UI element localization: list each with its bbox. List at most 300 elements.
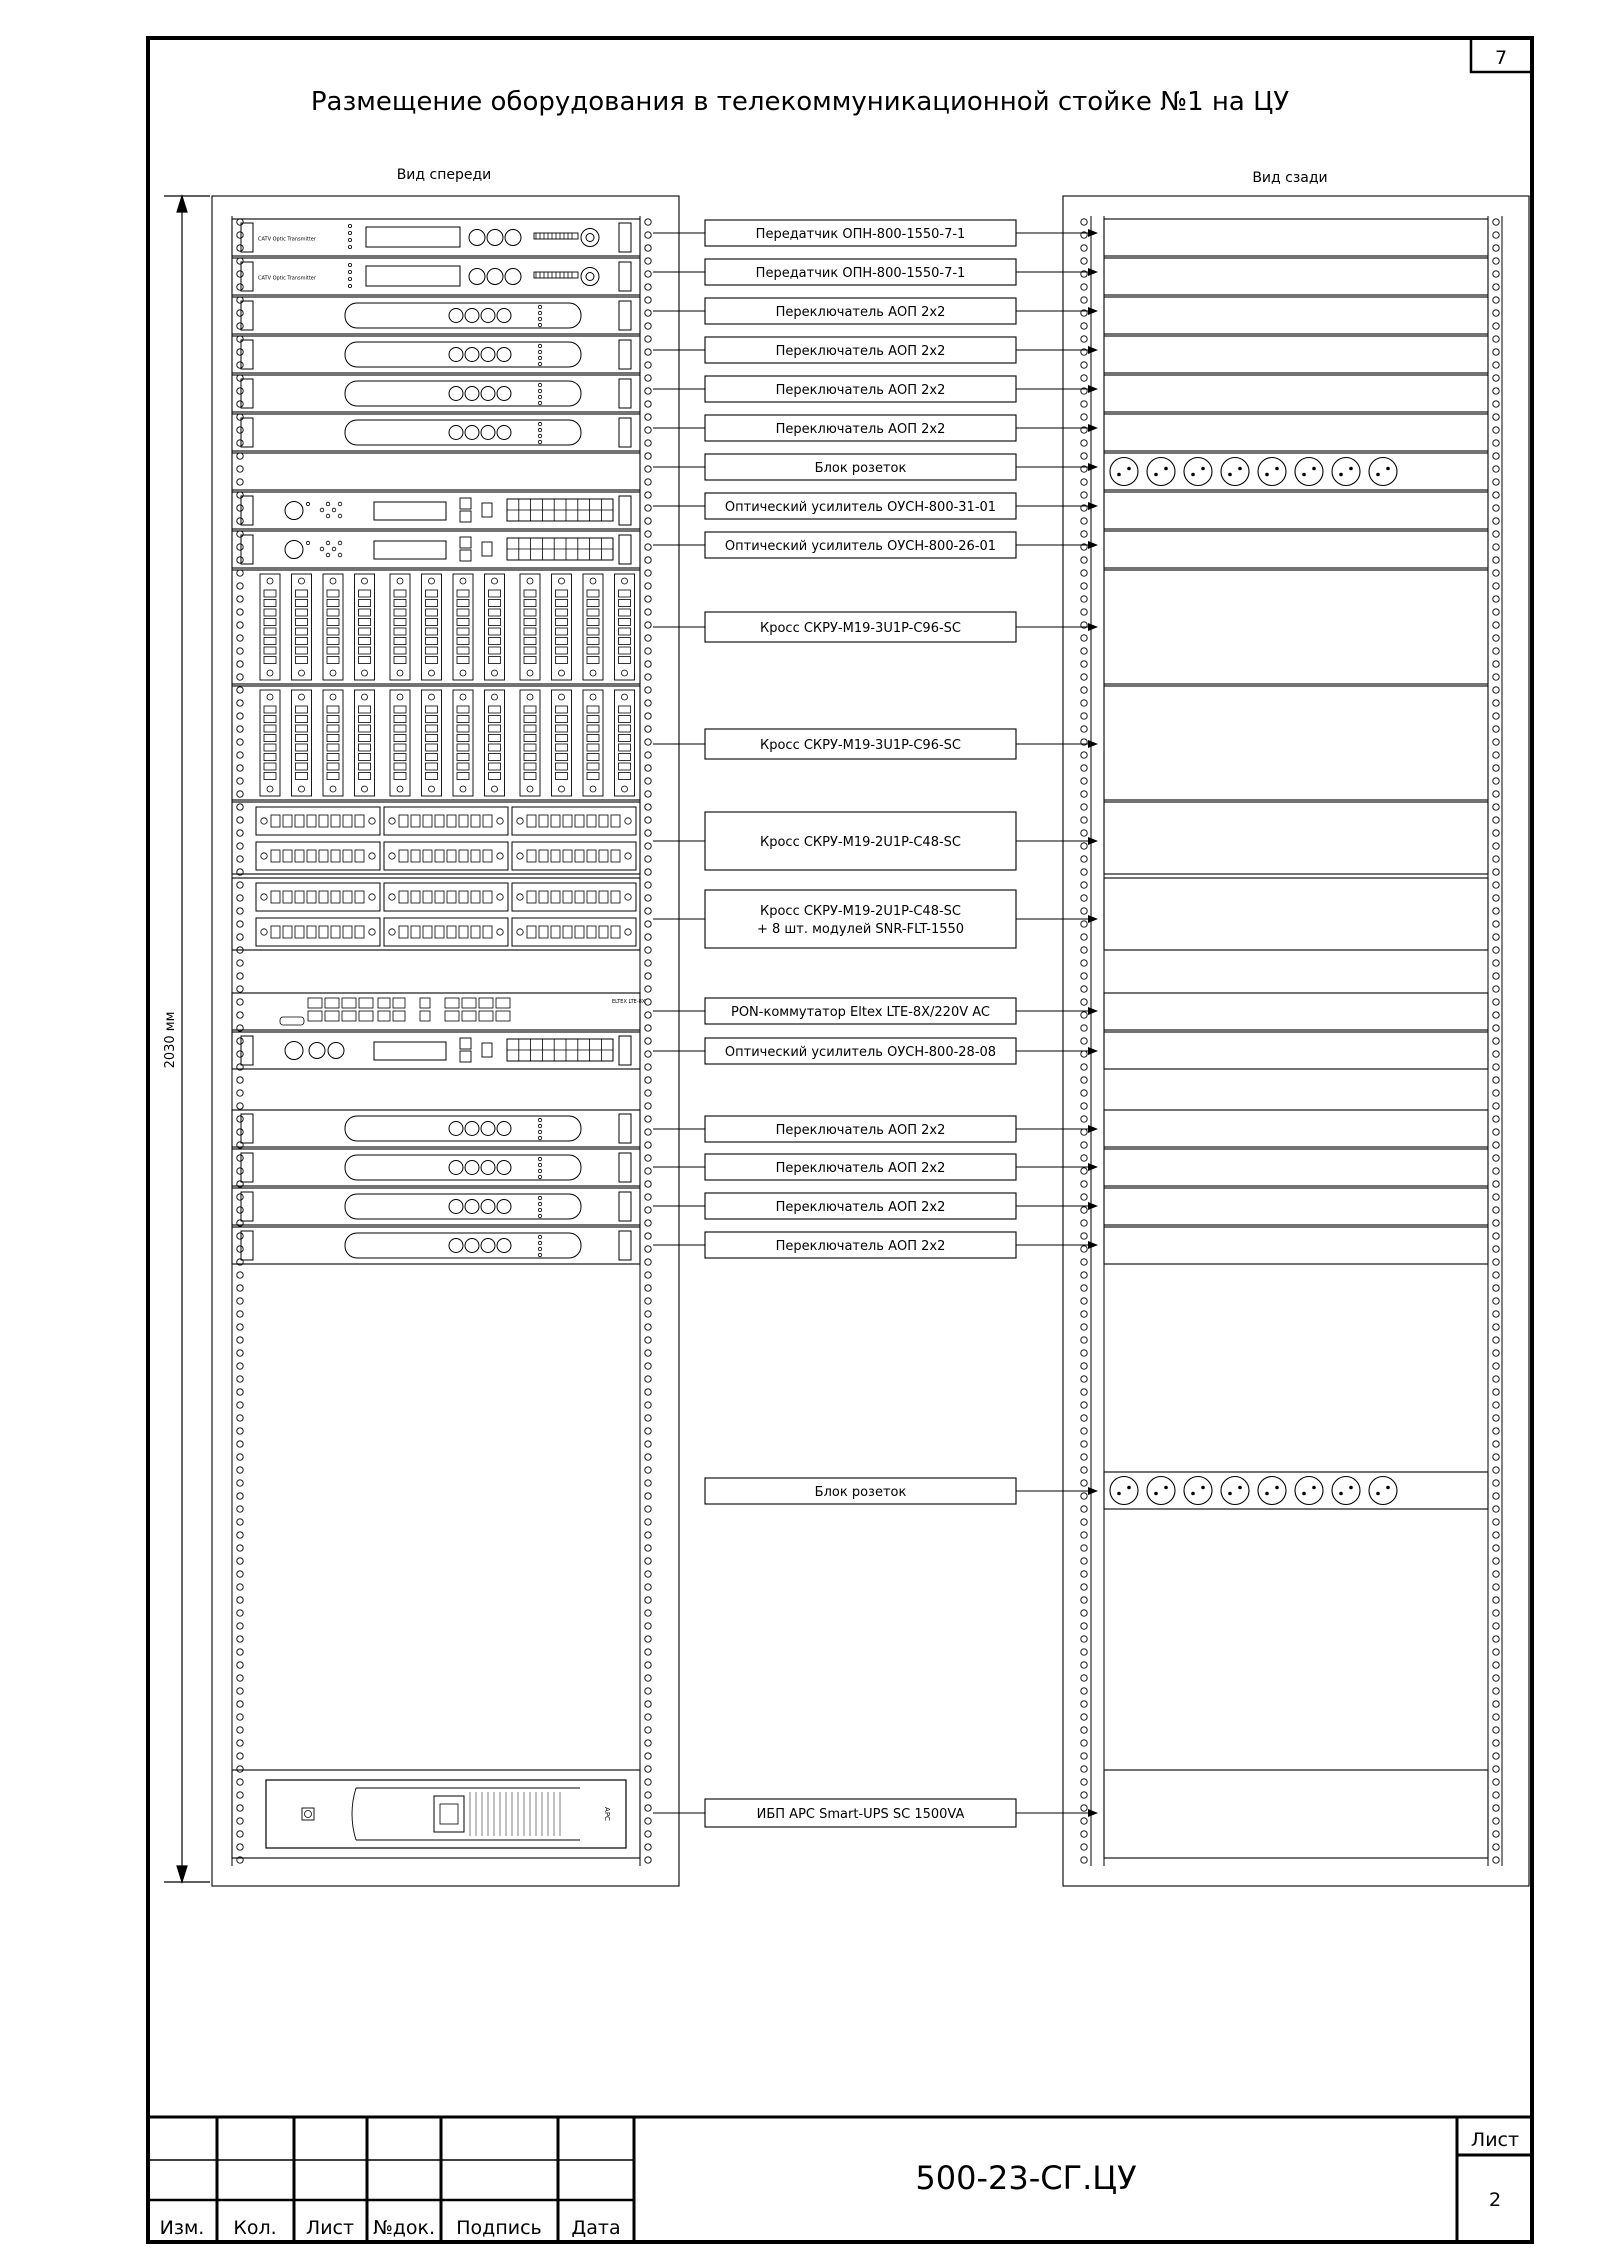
- sheet-number-top: 7: [1494, 47, 1508, 69]
- mount-hole: [237, 739, 243, 745]
- device-label-text: Переключатель АОП 2х2: [775, 1123, 946, 1138]
- mount-hole: [1493, 1467, 1499, 1473]
- mount-hole: [1493, 778, 1499, 784]
- device-label-12: [653, 890, 1098, 948]
- mount-hole: [1493, 1714, 1499, 1720]
- mount-hole: [645, 1363, 651, 1369]
- socket: [1110, 458, 1138, 486]
- mount-hole: [237, 804, 243, 810]
- mount-hole: [1493, 1402, 1499, 1408]
- mount-hole: [1081, 1610, 1087, 1616]
- back-device-4: [1104, 375, 1488, 412]
- mount-hole: [237, 1428, 243, 1434]
- mount-hole: [1493, 1493, 1499, 1499]
- mount-hole: [1081, 1545, 1087, 1551]
- mount-hole: [645, 1116, 651, 1122]
- mount-hole: [645, 1376, 651, 1382]
- mount-hole: [237, 817, 243, 823]
- mount-hole: [1493, 1831, 1499, 1837]
- panel-text-eltex: ELTEX LTE-8X: [612, 999, 646, 1005]
- mount-hole: [237, 1168, 243, 1174]
- front-device-16: [232, 1149, 640, 1186]
- mount-hole: [1493, 544, 1499, 550]
- mount-hole: [1081, 1324, 1087, 1330]
- mount-hole: [1081, 973, 1087, 979]
- device-label-10: [653, 729, 1098, 759]
- mount-hole: [1493, 1181, 1499, 1187]
- mount-hole: [645, 388, 651, 394]
- mount-hole: [1493, 700, 1499, 706]
- mount-hole: [237, 323, 243, 329]
- mount-hole: [237, 843, 243, 849]
- mount-hole: [237, 1623, 243, 1629]
- mount-hole: [1493, 349, 1499, 355]
- mount-hole: [1081, 908, 1087, 914]
- mount-hole: [645, 1142, 651, 1148]
- mount-hole: [1081, 999, 1087, 1005]
- mount-hole: [645, 1818, 651, 1824]
- mount-hole: [645, 323, 651, 329]
- mount-hole: [1081, 570, 1087, 576]
- mount-hole: [237, 713, 243, 719]
- mount-hole: [645, 596, 651, 602]
- mount-hole: [237, 453, 243, 459]
- mount-hole: [1493, 1246, 1499, 1252]
- mount-hole: [1081, 661, 1087, 667]
- mount-hole: [645, 1259, 651, 1265]
- device-label-9: [653, 612, 1098, 642]
- drawing-title: Размещение оборудования в телекоммуникационной стойке №1 на ЦУ: [310, 87, 1290, 117]
- mount-hole: [1493, 1363, 1499, 1369]
- mount-hole: [645, 1610, 651, 1616]
- mount-hole: [237, 1012, 243, 1018]
- mount-hole: [237, 778, 243, 784]
- mount-hole: [1493, 375, 1499, 381]
- mount-hole: [1081, 1831, 1087, 1837]
- mount-hole: [645, 362, 651, 368]
- mount-hole: [645, 687, 651, 693]
- document-code: 500-23-СГ.ЦУ: [915, 2159, 1137, 2197]
- mount-hole: [1493, 1272, 1499, 1278]
- mount-hole: [1493, 1090, 1499, 1096]
- mount-hole: [1081, 1805, 1087, 1811]
- mount-hole: [1493, 323, 1499, 329]
- mount-hole: [645, 544, 651, 550]
- mount-hole: [1493, 661, 1499, 667]
- mount-hole: [1493, 843, 1499, 849]
- mount-hole: [645, 622, 651, 628]
- mount-hole: [237, 1077, 243, 1083]
- mount-hole: [1081, 687, 1087, 693]
- mount-hole: [1081, 1194, 1087, 1200]
- mount-hole: [237, 1805, 243, 1811]
- mount-hole: [1081, 1051, 1087, 1057]
- mount-hole: [1493, 1077, 1499, 1083]
- front-device-6: [232, 453, 640, 490]
- mount-hole: [645, 973, 651, 979]
- back-device-11: [1104, 802, 1488, 874]
- mount-hole: [645, 1792, 651, 1798]
- mount-hole: [645, 999, 651, 1005]
- mount-hole: [645, 1597, 651, 1603]
- mount-hole: [645, 336, 651, 342]
- mount-hole: [1081, 1311, 1087, 1317]
- mount-hole: [1081, 1480, 1087, 1486]
- mount-hole: [1081, 1402, 1087, 1408]
- mount-hole: [1493, 1103, 1499, 1109]
- mount-hole: [237, 1467, 243, 1473]
- mount-hole: [645, 297, 651, 303]
- title-block: [148, 2117, 1532, 2242]
- mount-hole: [237, 1610, 243, 1616]
- device-label-17: [653, 1193, 1098, 1219]
- mount-hole: [237, 934, 243, 940]
- mount-hole: [237, 973, 243, 979]
- socket: [1184, 1477, 1212, 1505]
- mount-hole: [645, 453, 651, 459]
- mount-hole: [1081, 1389, 1087, 1395]
- device-label-text: Переключатель АОП 2х2: [775, 344, 946, 359]
- mount-hole: [645, 986, 651, 992]
- mount-hole: [1081, 1623, 1087, 1629]
- mount-hole: [645, 1428, 651, 1434]
- leader-arrow: [1088, 740, 1098, 748]
- title-block-col-kol: Кол.: [233, 2217, 277, 2239]
- device-label-text: Переключатель АОП 2х2: [775, 1239, 946, 1254]
- mount-hole: [645, 1285, 651, 1291]
- mount-hole: [1493, 531, 1499, 537]
- mount-hole: [1493, 1675, 1499, 1681]
- mount-hole: [645, 1103, 651, 1109]
- mount-hole: [1493, 1129, 1499, 1135]
- front-device-17: [232, 1188, 640, 1225]
- mount-hole: [1081, 1363, 1087, 1369]
- mount-hole: [645, 1337, 651, 1343]
- mount-hole: [645, 1714, 651, 1720]
- mount-hole: [1493, 713, 1499, 719]
- mount-hole: [237, 1376, 243, 1382]
- mount-hole: [1081, 726, 1087, 732]
- leader-arrow: [1088, 502, 1098, 510]
- mount-hole: [1081, 1077, 1087, 1083]
- mount-hole: [1493, 1298, 1499, 1304]
- mount-hole: [1493, 895, 1499, 901]
- mount-hole: [1081, 778, 1087, 784]
- mount-hole: [645, 882, 651, 888]
- mount-hole: [237, 557, 243, 563]
- mount-hole: [1493, 752, 1499, 758]
- mount-hole: [1081, 1116, 1087, 1122]
- mount-hole: [1493, 284, 1499, 290]
- mount-hole: [1081, 1454, 1087, 1460]
- mount-hole: [1493, 1116, 1499, 1122]
- mount-hole: [1493, 622, 1499, 628]
- mount-hole: [237, 219, 243, 225]
- mount-hole: [645, 1025, 651, 1031]
- mount-hole: [645, 1857, 651, 1863]
- mount-hole: [645, 466, 651, 472]
- socket: [1258, 458, 1286, 486]
- mount-hole: [237, 1818, 243, 1824]
- mount-hole: [1493, 674, 1499, 680]
- mount-hole: [1081, 1337, 1087, 1343]
- mount-hole: [645, 232, 651, 238]
- back-device-5: [1104, 414, 1488, 451]
- mount-hole: [1081, 700, 1087, 706]
- mount-hole: [1493, 505, 1499, 511]
- mount-hole: [1493, 479, 1499, 485]
- mount-hole: [1081, 713, 1087, 719]
- mount-hole: [645, 1480, 651, 1486]
- mount-hole: [1493, 427, 1499, 433]
- device-label-text-2: + 8 шт. модулей SNR-FLT-1550: [756, 922, 965, 937]
- socket: [1221, 458, 1249, 486]
- mount-hole: [1081, 1753, 1087, 1759]
- mount-hole: [237, 1311, 243, 1317]
- back-device-13: [1104, 993, 1488, 1030]
- mount-hole: [1081, 1168, 1087, 1174]
- leader-arrow: [1088, 837, 1098, 845]
- socket: [1221, 1477, 1249, 1505]
- mount-hole: [645, 1727, 651, 1733]
- mount-hole: [645, 791, 651, 797]
- mount-hole: [237, 1233, 243, 1239]
- mount-hole: [1081, 635, 1087, 641]
- mount-hole: [1493, 1844, 1499, 1850]
- device-label-18: [653, 1232, 1098, 1258]
- mount-hole: [645, 1779, 651, 1785]
- mount-hole: [1493, 1207, 1499, 1213]
- mount-hole: [645, 505, 651, 511]
- mount-hole: [237, 1649, 243, 1655]
- mount-hole: [237, 856, 243, 862]
- mount-hole: [645, 557, 651, 563]
- mount-hole: [1081, 297, 1087, 303]
- mount-hole: [645, 414, 651, 420]
- mount-hole: [1081, 557, 1087, 563]
- mount-hole: [1493, 973, 1499, 979]
- mount-hole: [1493, 1012, 1499, 1018]
- mount-hole: [645, 947, 651, 953]
- mount-hole: [645, 1740, 651, 1746]
- mount-hole: [645, 1545, 651, 1551]
- mount-hole: [645, 934, 651, 940]
- front-rack: [212, 196, 679, 1886]
- device-label-text: PON-коммутатор Eltex LTE-8X/220V AC: [730, 1005, 991, 1020]
- device-label-19: [705, 1478, 1098, 1504]
- mount-hole: [237, 687, 243, 693]
- mount-hole: [645, 1090, 651, 1096]
- mount-hole: [645, 804, 651, 810]
- mount-hole: [1081, 258, 1087, 264]
- mount-hole: [645, 1844, 651, 1850]
- mount-hole: [1493, 765, 1499, 771]
- mount-hole: [1493, 1506, 1499, 1512]
- mount-hole: [237, 1402, 243, 1408]
- mount-hole: [1493, 570, 1499, 576]
- mount-hole: [645, 1753, 651, 1759]
- mount-hole: [645, 726, 651, 732]
- mount-hole: [1493, 1337, 1499, 1343]
- mount-hole: [645, 518, 651, 524]
- leader-arrow: [1088, 463, 1098, 471]
- mount-hole: [1493, 1571, 1499, 1577]
- back-device-14: [1104, 1032, 1488, 1069]
- device-label-text: Переключатель АОП 2х2: [775, 1161, 946, 1176]
- mount-hole: [237, 544, 243, 550]
- mount-hole: [1493, 336, 1499, 342]
- mount-hole: [1081, 1532, 1087, 1538]
- mount-hole: [1493, 310, 1499, 316]
- mount-hole: [1493, 1025, 1499, 1031]
- mount-hole: [237, 245, 243, 251]
- mount-hole: [645, 1519, 651, 1525]
- mount-hole: [1493, 609, 1499, 615]
- mount-hole: [1081, 947, 1087, 953]
- back-rack-frame: [1063, 196, 1529, 1886]
- mount-hole: [1493, 817, 1499, 823]
- mount-hole: [1493, 1389, 1499, 1395]
- mount-hole: [1081, 791, 1087, 797]
- mount-hole: [1081, 479, 1087, 485]
- mount-hole: [1493, 1805, 1499, 1811]
- mount-hole: [1081, 1558, 1087, 1564]
- mount-hole: [645, 1064, 651, 1070]
- mount-hole: [645, 635, 651, 641]
- mount-hole: [237, 596, 243, 602]
- back-device-10: [1104, 686, 1488, 800]
- back-device-7: [1104, 492, 1488, 529]
- mount-hole: [237, 297, 243, 303]
- mount-hole: [237, 1493, 243, 1499]
- mount-hole: [1493, 726, 1499, 732]
- back-device-8: [1104, 531, 1488, 568]
- mount-hole: [645, 1454, 651, 1460]
- mount-hole: [645, 1402, 651, 1408]
- front-device-10: [232, 686, 640, 800]
- mount-hole: [1493, 856, 1499, 862]
- leader-arrow: [1088, 385, 1098, 393]
- mount-hole: [1493, 908, 1499, 914]
- mount-hole: [237, 1441, 243, 1447]
- mount-hole: [1081, 804, 1087, 810]
- mount-hole: [1493, 583, 1499, 589]
- mount-hole: [645, 1493, 651, 1499]
- mount-hole: [1081, 1779, 1087, 1785]
- socket: [1369, 1477, 1397, 1505]
- front-device-12: [232, 878, 640, 950]
- back-device-16: [1104, 1149, 1488, 1186]
- mount-hole: [237, 1337, 243, 1343]
- mount-hole: [1493, 1155, 1499, 1161]
- mount-hole: [1081, 518, 1087, 524]
- mount-hole: [1081, 583, 1087, 589]
- mount-hole: [237, 908, 243, 914]
- mount-hole: [645, 830, 651, 836]
- mount-hole: [1493, 596, 1499, 602]
- leader-arrow: [1088, 1007, 1098, 1015]
- mount-hole: [1493, 1168, 1499, 1174]
- mount-hole: [1081, 1233, 1087, 1239]
- mount-hole: [645, 1220, 651, 1226]
- mount-hole: [1493, 1441, 1499, 1447]
- front-rack-frame: [212, 196, 679, 1886]
- mount-hole: [237, 882, 243, 888]
- mount-hole: [645, 1532, 651, 1538]
- mount-hole: [1493, 401, 1499, 407]
- front-device-5: [232, 414, 640, 451]
- mount-hole: [645, 583, 651, 589]
- mount-hole: [237, 1740, 243, 1746]
- mount-hole: [1081, 1285, 1087, 1291]
- socket: [1295, 1477, 1323, 1505]
- mount-hole: [1081, 1740, 1087, 1746]
- mount-hole: [237, 1727, 243, 1733]
- back-rack: [1063, 196, 1529, 1886]
- mount-hole: [237, 1779, 243, 1785]
- mount-hole: [645, 1181, 651, 1187]
- device-label-text: Оптический усилитель ОУСН-800-31-01: [724, 500, 997, 515]
- mount-hole: [237, 1415, 243, 1421]
- mount-hole: [1081, 453, 1087, 459]
- mount-hole: [237, 479, 243, 485]
- leader-arrow: [1088, 229, 1098, 237]
- front-device-0: [232, 219, 640, 256]
- mount-hole: [1493, 1740, 1499, 1746]
- mount-hole: [237, 531, 243, 537]
- mount-hole: [1081, 1181, 1087, 1187]
- mount-hole: [1081, 1064, 1087, 1070]
- mount-hole: [1493, 947, 1499, 953]
- mount-hole: [1081, 284, 1087, 290]
- mount-hole: [1081, 492, 1087, 498]
- mount-hole: [1081, 765, 1087, 771]
- mount-hole: [1493, 1428, 1499, 1434]
- mount-hole: [237, 1051, 243, 1057]
- leader-arrow: [1088, 346, 1098, 354]
- mount-hole: [1081, 1467, 1087, 1473]
- mount-hole: [1493, 921, 1499, 927]
- device-label-0: [653, 220, 1098, 246]
- mount-hole: [1081, 1701, 1087, 1707]
- mount-hole: [1493, 1792, 1499, 1798]
- mount-hole: [645, 1831, 651, 1837]
- mount-hole: [645, 1675, 651, 1681]
- mount-hole: [1493, 1818, 1499, 1824]
- mount-hole: [645, 609, 651, 615]
- mount-hole: [1081, 856, 1087, 862]
- leader-arrow: [1088, 915, 1098, 923]
- mount-hole: [1081, 648, 1087, 654]
- mount-hole: [1493, 1324, 1499, 1330]
- mount-hole: [1081, 1571, 1087, 1577]
- mount-hole: [1081, 336, 1087, 342]
- mount-hole: [237, 583, 243, 589]
- mount-hole: [645, 1038, 651, 1044]
- mount-hole: [1081, 1727, 1087, 1733]
- mount-hole: [645, 817, 651, 823]
- device-label-13: [653, 998, 1098, 1024]
- device-label-5: [653, 415, 1098, 441]
- back-device-9: [1104, 570, 1488, 684]
- mount-hole: [1081, 1649, 1087, 1655]
- mount-hole: [1493, 1857, 1499, 1863]
- mount-hole: [1493, 882, 1499, 888]
- mount-hole: [237, 830, 243, 836]
- mount-hole: [1081, 1818, 1087, 1824]
- mount-hole: [645, 960, 651, 966]
- socket: [1147, 458, 1175, 486]
